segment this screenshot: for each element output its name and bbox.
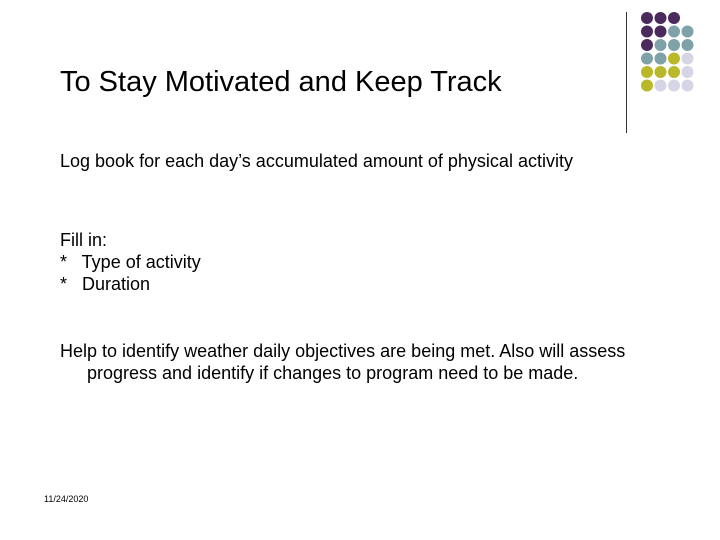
- paragraph-log-book: Log book for each day’s accumulated amount of physical activity: [60, 151, 573, 171]
- decorative-dot: [668, 39, 680, 51]
- fill-in-block: [60, 229, 201, 295]
- decorative-dot: [668, 26, 680, 38]
- paragraph-objectives: Help to identify weather daily objectives are being met. Also will assess progress and identify if changes to program need to be made.: [60, 341, 626, 383]
- decorative-dot: [655, 12, 667, 24]
- vertical-divider: [626, 12, 627, 133]
- fill-in-item-type: * Type of activity: [60, 252, 201, 272]
- decorative-dot: [655, 66, 667, 78]
- decorative-dot: [655, 80, 667, 92]
- decorative-dot: [655, 39, 667, 51]
- decorative-dot: [682, 66, 694, 78]
- slide-title: To Stay Motivated and Keep Track: [60, 66, 502, 98]
- fill-in-heading: Fill in:: [60, 230, 108, 250]
- decorative-dot: [641, 26, 653, 38]
- decorative-dot: [682, 80, 694, 92]
- decorative-dot: [668, 66, 680, 78]
- decorative-dot: [668, 80, 680, 92]
- decorative-dot: [655, 26, 667, 38]
- decorative-dot: [641, 53, 653, 65]
- slide-date: 11/24/2020: [44, 494, 89, 504]
- decorative-dot: [655, 53, 667, 65]
- decorative-dot: [668, 12, 680, 24]
- decorative-dot: [682, 26, 694, 38]
- decorative-dot: [682, 53, 694, 65]
- decorative-dot: [641, 39, 653, 51]
- decorative-dot: [641, 66, 653, 78]
- decorative-dot: [668, 53, 680, 65]
- decorative-dot: [641, 12, 653, 24]
- fill-in-item-duration: * Duration: [60, 274, 151, 294]
- decorative-dot: [641, 80, 653, 92]
- decorative-dot: [682, 39, 694, 51]
